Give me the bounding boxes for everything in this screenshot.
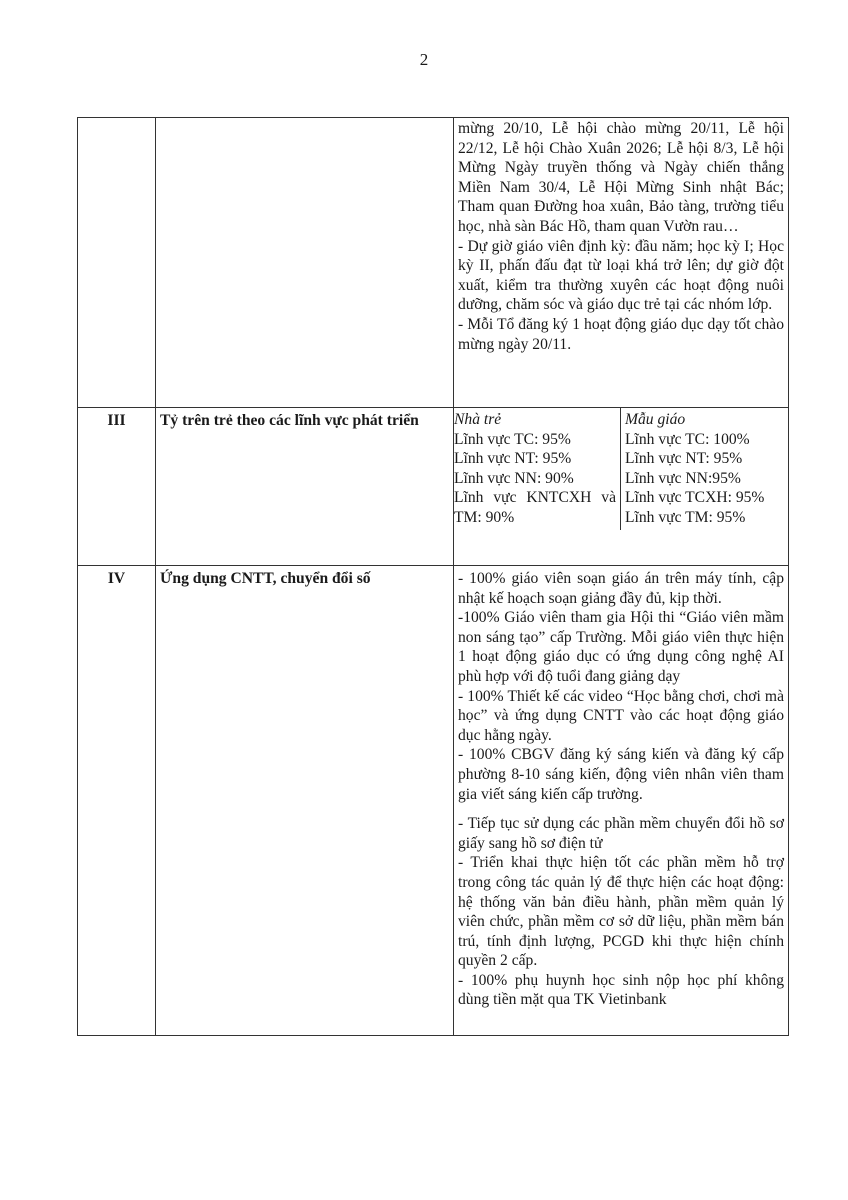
row-content-cell	[454, 118, 789, 408]
nha-tre-item: Lĩnh vực KNTCXH và TM: 90%	[454, 489, 616, 526]
mau-giao-item: Lĩnh vực TCXH: 95%	[625, 489, 765, 507]
content-paragraph: - Dự giờ giáo viên định kỳ: đầu năm; học kỳ I; Học kỳ II, phấn đấu đạt từ loại khá trở lên; dự giờ đột xuất, kiểm tra thường xuyên các hoạt động nuôi dưỡng, chăm sóc và giáo dục trẻ tại các nhóm lớp.	[458, 237, 784, 314]
content-paragraph: - Mỗi Tổ đăng ký 1 hoạt động giáo dục dạy tốt chào mừng ngày 20/11.	[458, 315, 784, 353]
content-paragraph: -100% Giáo viên tham gia Hội thi “Giáo viên mầm non sáng tạo” cấp Trường. Mỗi giáo viên thực hiện 1 hoạt động giáo dục có ứng dụng công nghệ AI phù hợp với độ tuổi đang giảng dạy	[458, 609, 784, 685]
page-number: 2	[419, 50, 429, 69]
mau-giao-item: Lĩnh vực NN:95%	[625, 469, 741, 487]
content-paragraph: - Triển khai thực hiện tốt các phần mềm hỗ trợ trong công tác quản lý để thực hiện các hoạt động: hệ thống văn bản điều hành, phần mềm quản lý viên chức, phần mềm cơ sở dữ liệu, phần mềm bán trú, tính định lượng, PCGD khi thực hiện chính quyền 2 cấp.	[458, 854, 784, 970]
content-paragraph: - 100% phụ huynh học sinh nộp học phí không dùng tiền mặt qua TK Vietinbank	[458, 971, 784, 1009]
content-paragraph: - 100% CBGV đăng ký sáng kiến và đăng ký cấp phường 8-10 sáng kiến, động viên nhân viên tham gia viết sáng kiến cấp trường.	[458, 746, 784, 803]
row-content-cell	[454, 566, 789, 1036]
row-number-cell	[78, 118, 156, 408]
row-title-cell: Ứng dụng CNTT, chuyển đổi số	[156, 566, 454, 1036]
table-row-continuation	[78, 118, 789, 408]
nha-tre-item: Lĩnh vực TC: 95%	[454, 430, 571, 448]
nha-tre-item: Lĩnh vực NN: 90%	[454, 469, 574, 487]
table-row-iv	[78, 566, 789, 1036]
table-row-iii	[78, 408, 789, 566]
content-paragraph: mừng 20/10, Lễ hội chào mừng 20/11, Lễ hội 22/12, Lễ hội Chào Xuân 2026; Lễ hội 8/3, Lễ hội Mừng Ngày truyền thống và Ngày chiến thắng Miền Nam 30/4, Lễ Hội Mừng Sinh nhật Bác; Tham quan Đường hoa xuân, Bảo tàng, trường tiểu học, nhà sàn Bác Hồ, tham quan Vườn rau…	[458, 120, 784, 235]
nha-tre-column	[450, 407, 621, 530]
row-number-cell: III	[78, 408, 156, 566]
row-number-cell: IV	[78, 566, 156, 1036]
row-title-cell: Tỷ trên trẻ theo các lĩnh vực phát triển	[156, 408, 454, 566]
nha-tre-item: Lĩnh vực NT: 95%	[454, 450, 572, 468]
mau-giao-item: Lĩnh vực TM: 95%	[625, 508, 746, 526]
mau-giao-item: Lĩnh vực NT: 95%	[625, 450, 743, 468]
content-paragraph: - 100% giáo viên soạn giáo án trên máy tính, cập nhật kế hoạch soạn giảng đầy đủ, kịp thời.	[458, 570, 784, 607]
mau-giao-heading: Mẫu giáo	[625, 411, 686, 428]
nha-tre-heading: Nhà trẻ	[454, 411, 502, 428]
plan-table	[77, 117, 789, 1036]
mau-giao-item: Lĩnh vực TC: 100%	[625, 430, 750, 448]
content-paragraph: - 100% Thiết kế các video “Học bằng chơi, chơi mà học” và ứng dụng CNTT vào các hoạt động giáo dục hằng ngày.	[458, 687, 784, 744]
row-content-cell	[454, 408, 789, 566]
content-paragraph: - Tiếp tục sử dụng các phần mềm chuyển đổi hồ sơ giấy sang hồ sơ điện tử	[458, 815, 784, 852]
row-title-cell	[156, 118, 454, 408]
mau-giao-column	[621, 407, 785, 530]
